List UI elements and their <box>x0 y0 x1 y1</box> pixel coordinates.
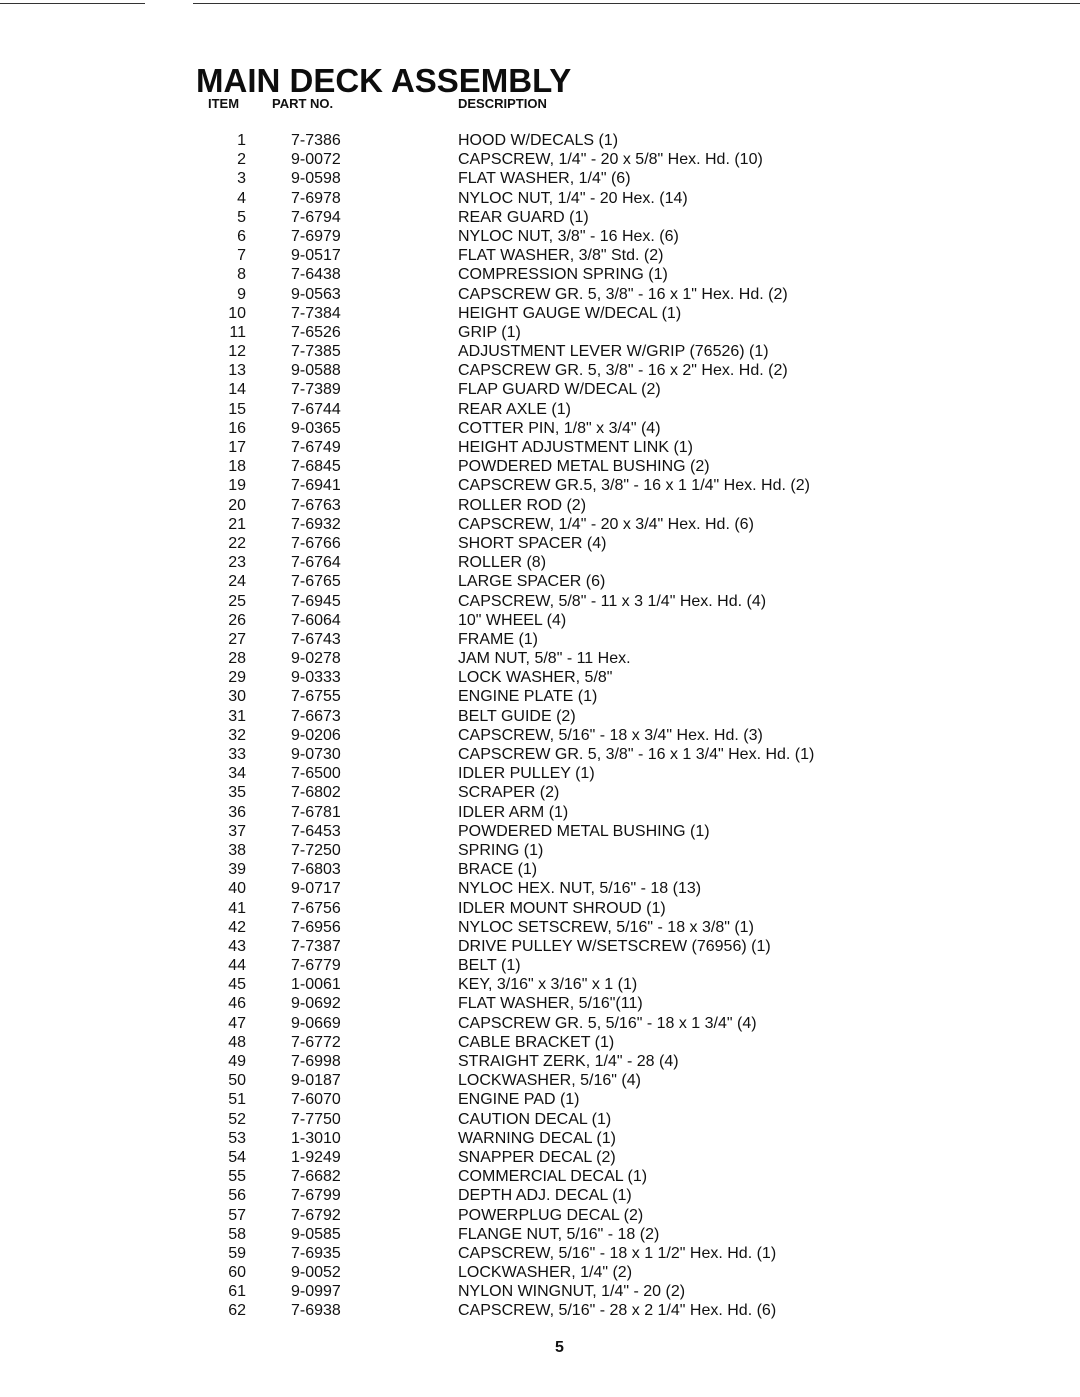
part-number: 7-6845 <box>291 458 341 476</box>
item-number: 39 <box>228 861 246 879</box>
part-number: 7-6978 <box>291 189 341 207</box>
part-number: 9-0072 <box>291 151 341 169</box>
part-number: 7-7384 <box>291 304 341 322</box>
part-description: WARNING DECAL (1) <box>458 1129 616 1147</box>
part-number: 7-6453 <box>291 822 341 840</box>
part-number: 9-0598 <box>291 170 341 188</box>
item-number: 7 <box>237 247 246 265</box>
part-description: ENGINE PLATE (1) <box>458 688 598 706</box>
part-number: 9-0730 <box>291 746 341 763</box>
item-number: 55 <box>228 1168 246 1186</box>
part-description: FLAT WASHER, 5/16"(11) <box>458 995 643 1013</box>
item-number: 47 <box>228 1014 246 1032</box>
part-number: 7-6781 <box>291 803 341 821</box>
part-number: 7-7389 <box>291 381 341 399</box>
table-row <box>0 937 1080 956</box>
item-number: 57 <box>228 1206 246 1224</box>
part-description: NYLOC NUT, 3/8" - 16 Hex. (6) <box>458 227 679 245</box>
part-number: 7-7386 <box>291 132 341 149</box>
part-description: FRAME (1) <box>458 630 538 648</box>
item-number: 38 <box>228 841 246 859</box>
part-description: FLAT WASHER, 3/8" Std. (2) <box>458 247 664 265</box>
top-rule-left <box>0 3 145 4</box>
part-number: 7-6749 <box>291 439 341 456</box>
part-description: NYLON WINGNUT, 1/4" - 20 (2) <box>458 1283 686 1301</box>
part-description: POWDERED METAL BUSHING (1) <box>458 822 710 840</box>
part-description: BRACE (1) <box>458 861 538 879</box>
table-row <box>0 726 1080 745</box>
table-row <box>0 419 1080 438</box>
part-number: 7-6743 <box>291 630 341 648</box>
part-number: 9-0365 <box>291 419 341 437</box>
part-description: SPRING (1) <box>458 841 544 859</box>
item-number: 36 <box>228 803 246 821</box>
part-description: COMMERCIAL DECAL (1) <box>458 1168 648 1186</box>
table-row <box>0 342 1080 361</box>
part-number: 7-6779 <box>291 957 341 975</box>
item-number: 31 <box>228 707 246 725</box>
table-row <box>0 803 1080 822</box>
table-row <box>0 956 1080 975</box>
part-description: SNAPPER DECAL (2) <box>458 1148 616 1166</box>
table-row <box>0 764 1080 783</box>
item-number: 37 <box>228 822 246 840</box>
table-row <box>0 496 1080 515</box>
table-row <box>0 1052 1080 1071</box>
item-number: 19 <box>228 477 246 495</box>
table-row <box>0 457 1080 476</box>
item-number: 25 <box>228 592 246 610</box>
part-description: LOCKWASHER, 1/4" (2) <box>458 1264 633 1282</box>
item-number: 46 <box>228 995 246 1013</box>
part-description: FLAT WASHER, 1/4" (6) <box>458 170 631 188</box>
part-number: 9-0997 <box>291 1283 341 1301</box>
table-row <box>0 572 1080 591</box>
part-description: IDLER ARM (1) <box>458 803 569 821</box>
table-row <box>0 687 1080 706</box>
item-number: 29 <box>228 669 246 687</box>
item-number: 56 <box>228 1187 246 1205</box>
item-number: 60 <box>228 1264 246 1282</box>
part-number: 9-0692 <box>291 995 341 1013</box>
part-description: NYLOC NUT, 1/4" - 20 Hex. (14) <box>458 189 688 207</box>
table-row <box>0 323 1080 342</box>
table-row <box>0 649 1080 668</box>
part-description: CAPSCREW, 1/4" - 20 x 5/8" Hex. Hd. (10) <box>458 151 763 169</box>
table-row <box>0 1090 1080 1109</box>
item-number: 9 <box>237 285 246 303</box>
part-number: 9-0333 <box>291 669 341 687</box>
part-number: 9-0278 <box>291 650 341 668</box>
part-description: CAPSCREW, 5/16" - 28 x 2 1/4" Hex. Hd. (6) <box>458 1302 777 1320</box>
item-number: 11 <box>229 323 246 341</box>
part-description: SHORT SPACER (4) <box>458 534 607 552</box>
item-number: 59 <box>228 1244 246 1262</box>
part-number: 9-0517 <box>291 247 341 265</box>
item-number: 23 <box>228 554 246 572</box>
part-description: NYLOC HEX. NUT, 5/16" - 18 (13) <box>458 880 702 898</box>
item-number: 22 <box>228 534 246 552</box>
table-row <box>0 380 1080 399</box>
part-description: IDLER MOUNT SHROUD (1) <box>458 899 666 917</box>
table-row <box>0 592 1080 611</box>
part-description: LARGE SPACER (6) <box>458 573 606 591</box>
part-number: 7-6802 <box>291 784 341 802</box>
part-number: 1-0061 <box>291 976 341 994</box>
item-number: 43 <box>228 937 246 955</box>
part-number: 7-6998 <box>291 1053 341 1070</box>
table-row <box>0 1071 1080 1090</box>
part-description: REAR GUARD (1) <box>458 208 589 226</box>
table-row <box>0 630 1080 649</box>
item-number: 14 <box>228 381 246 399</box>
page-title: MAIN DECK ASSEMBLY <box>196 62 572 100</box>
item-number: 10 <box>228 304 246 322</box>
table-row <box>0 783 1080 802</box>
item-number: 61 <box>228 1283 246 1301</box>
part-number: 7-6682 <box>291 1168 341 1186</box>
parts-list <box>0 131 1080 1321</box>
item-number: 35 <box>228 784 246 802</box>
part-description: BELT GUIDE (2) <box>458 707 576 725</box>
part-number: 7-6956 <box>291 918 341 936</box>
table-row <box>0 611 1080 630</box>
table-row <box>0 1167 1080 1186</box>
part-number: 7-6763 <box>291 496 341 514</box>
table-row <box>0 1110 1080 1129</box>
part-description: ROLLER ROD (2) <box>458 496 587 514</box>
item-number: 50 <box>228 1072 246 1090</box>
part-description: CABLE BRACKET (1) <box>458 1033 615 1051</box>
part-description: BELT (1) <box>458 957 521 975</box>
item-number: 17 <box>228 439 246 456</box>
part-description: LOCKWASHER, 5/16" (4) <box>458 1072 641 1090</box>
table-row <box>0 361 1080 380</box>
part-description: HOOD W/DECALS (1) <box>458 132 619 149</box>
part-description: CAPSCREW, 5/8" - 11 x 3 1/4" Hex. Hd. (4) <box>458 592 767 610</box>
part-description: FLAP GUARD W/DECAL (2) <box>458 381 661 399</box>
part-description: IDLER PULLEY (1) <box>458 765 595 783</box>
part-description: CAUTION DECAL (1) <box>458 1110 612 1128</box>
item-number: 18 <box>228 458 246 476</box>
item-number: 54 <box>228 1148 246 1166</box>
item-number: 5 <box>237 208 246 226</box>
item-number: 42 <box>228 918 246 936</box>
part-description: CAPSCREW GR. 5, 3/8" - 16 x 1 3/4" Hex. Hd. (1) <box>458 746 815 763</box>
part-description: ENGINE PAD (1) <box>458 1091 580 1109</box>
table-row <box>0 515 1080 534</box>
part-description: HEIGHT ADJUSTMENT LINK (1) <box>458 439 693 456</box>
table-row <box>0 668 1080 687</box>
part-number: 7-6764 <box>291 554 341 572</box>
column-header-description: DESCRIPTION <box>458 96 547 111</box>
item-number: 51 <box>228 1091 246 1109</box>
item-number: 44 <box>228 957 246 975</box>
item-number: 24 <box>228 573 246 591</box>
part-number: 7-7385 <box>291 343 341 361</box>
page-number: 5 <box>555 1339 564 1356</box>
part-number: 7-6765 <box>291 573 341 591</box>
part-description: DEPTH ADJ. DECAL (1) <box>458 1187 632 1205</box>
part-number: 7-6979 <box>291 227 341 245</box>
table-row <box>0 841 1080 860</box>
item-number: 62 <box>228 1302 246 1320</box>
part-number: 7-6526 <box>291 323 341 341</box>
table-row <box>0 860 1080 879</box>
part-description: FLANGE NUT, 5/16" - 18 (2) <box>458 1225 660 1243</box>
item-number: 1 <box>237 132 246 149</box>
part-number: 9-0585 <box>291 1225 341 1243</box>
item-number: 40 <box>228 880 246 898</box>
part-number: 7-6941 <box>291 477 341 495</box>
table-row <box>0 400 1080 419</box>
column-header-part-no: PART NO. <box>272 96 334 111</box>
part-number: 7-6064 <box>291 611 341 629</box>
part-number: 7-6794 <box>291 208 341 226</box>
item-number: 2 <box>237 151 246 169</box>
item-number: 4 <box>237 189 246 207</box>
table-row <box>0 150 1080 169</box>
part-number: 7-6755 <box>291 688 341 706</box>
item-number: 52 <box>228 1110 246 1128</box>
table-row <box>0 553 1080 572</box>
item-number: 21 <box>228 515 246 533</box>
table-row <box>0 169 1080 188</box>
part-description: NYLOC SETSCREW, 5/16" - 18 x 3/8" (1) <box>458 918 754 936</box>
part-number: 7-6945 <box>291 592 341 610</box>
item-number: 26 <box>228 611 246 629</box>
part-number: 7-6756 <box>291 899 341 917</box>
part-number: 7-6799 <box>291 1187 341 1205</box>
table-row <box>0 189 1080 208</box>
part-description: CAPSCREW, 1/4" - 20 x 3/4" Hex. Hd. (6) <box>458 515 754 533</box>
item-number: 34 <box>228 765 246 783</box>
part-description: STRAIGHT ZERK, 1/4" - 28 (4) <box>458 1053 679 1070</box>
item-number: 32 <box>228 726 246 744</box>
table-row <box>0 265 1080 284</box>
table-row <box>0 438 1080 457</box>
table-row <box>0 1282 1080 1301</box>
table-row <box>0 975 1080 994</box>
part-description: CAPSCREW GR.5, 3/8" - 16 x 1 1/4" Hex. Hd. (2) <box>458 477 810 495</box>
part-number: 7-6744 <box>291 400 341 418</box>
column-header-item: ITEM <box>208 96 240 111</box>
part-number: 7-7250 <box>291 841 341 859</box>
part-description: CAPSCREW, 5/16" - 18 x 3/4" Hex. Hd. (3) <box>458 726 763 744</box>
item-number: 33 <box>228 746 246 763</box>
part-description: LOCK WASHER, 5/8" <box>458 669 613 687</box>
item-number: 16 <box>228 419 246 437</box>
table-row <box>0 246 1080 265</box>
part-number: 9-0669 <box>291 1014 341 1032</box>
part-number: 7-6792 <box>291 1206 341 1224</box>
item-number: 15 <box>228 400 246 418</box>
part-number: 7-7387 <box>291 937 341 955</box>
part-description: CAPSCREW GR. 5, 5/16" - 18 x 1 3/4" (4) <box>458 1014 757 1032</box>
part-number: 7-6935 <box>291 1244 341 1262</box>
part-number: 7-6938 <box>291 1302 341 1320</box>
part-number: 9-0187 <box>291 1072 341 1090</box>
part-number: 7-6932 <box>291 515 341 533</box>
table-row <box>0 227 1080 246</box>
item-number: 53 <box>228 1129 246 1147</box>
table-row <box>0 1014 1080 1033</box>
item-number: 13 <box>228 362 246 380</box>
item-number: 8 <box>237 266 246 284</box>
item-number: 20 <box>228 496 246 514</box>
table-row <box>0 1148 1080 1167</box>
part-description: DRIVE PULLEY W/SETSCREW (76956) (1) <box>458 937 771 955</box>
part-number: 9-0052 <box>291 1264 341 1282</box>
item-number: 45 <box>228 976 246 994</box>
table-row <box>0 899 1080 918</box>
table-row <box>0 1301 1080 1320</box>
item-number: 27 <box>228 630 246 648</box>
part-description: ROLLER (8) <box>458 554 547 572</box>
part-description: ADJUSTMENT LEVER W/GRIP (76526) (1) <box>458 343 769 361</box>
part-number: 7-6772 <box>291 1033 341 1051</box>
part-number: 9-0563 <box>291 285 341 303</box>
table-row <box>0 1244 1080 1263</box>
item-number: 28 <box>228 650 246 668</box>
table-row <box>0 1206 1080 1225</box>
part-description: KEY, 3/16" x 3/16" x 1 (1) <box>458 976 638 994</box>
table-row <box>0 304 1080 323</box>
part-description: CAPSCREW GR. 5, 3/8" - 16 x 1" Hex. Hd. (2) <box>458 285 788 303</box>
part-description: 10" WHEEL (4) <box>458 611 567 629</box>
part-number: 7-6500 <box>291 765 341 783</box>
table-row <box>0 476 1080 495</box>
part-number: 9-0206 <box>291 726 341 744</box>
table-row <box>0 1263 1080 1282</box>
part-description: COMPRESSION SPRING (1) <box>458 266 668 284</box>
item-number: 49 <box>228 1053 246 1070</box>
table-row <box>0 994 1080 1013</box>
item-number: 6 <box>237 227 246 245</box>
item-number: 48 <box>228 1033 246 1051</box>
table-row <box>0 745 1080 764</box>
part-number: 7-7750 <box>291 1110 341 1128</box>
item-number: 41 <box>228 899 246 917</box>
part-number: 7-6803 <box>291 861 341 879</box>
table-row <box>0 1129 1080 1148</box>
part-number: 9-0717 <box>291 880 341 898</box>
part-number: 1-3010 <box>291 1129 341 1147</box>
part-description: CAPSCREW GR. 5, 3/8" - 16 x 2" Hex. Hd. (2) <box>458 362 788 380</box>
part-number: 7-6766 <box>291 534 341 552</box>
part-description: HEIGHT GAUGE W/DECAL (1) <box>458 304 682 322</box>
part-number: 7-6070 <box>291 1091 341 1109</box>
table-row <box>0 1186 1080 1205</box>
table-row <box>0 1225 1080 1244</box>
table-row <box>0 1033 1080 1052</box>
part-description: REAR AXLE (1) <box>458 400 571 418</box>
part-description: CAPSCREW, 5/16" - 18 x 1 1/2" Hex. Hd. (1) <box>458 1244 777 1262</box>
part-description: GRIP (1) <box>458 323 521 341</box>
table-row <box>0 131 1080 150</box>
part-description: SCRAPER (2) <box>458 784 560 802</box>
part-number: 9-0588 <box>291 362 341 380</box>
part-description: POWDERED METAL BUSHING (2) <box>458 458 710 476</box>
table-row <box>0 822 1080 841</box>
item-number: 30 <box>228 688 246 706</box>
item-number: 3 <box>237 170 246 188</box>
table-row <box>0 918 1080 937</box>
item-number: 58 <box>228 1225 246 1243</box>
part-description: COTTER PIN, 1/8" x 3/4" (4) <box>458 419 661 437</box>
table-row <box>0 534 1080 553</box>
part-number: 7-6673 <box>291 707 341 725</box>
part-description: JAM NUT, 5/8" - 11 Hex. <box>458 650 631 668</box>
table-row <box>0 707 1080 726</box>
part-description: POWERPLUG DECAL (2) <box>458 1206 644 1224</box>
item-number: 12 <box>228 343 246 361</box>
table-row <box>0 285 1080 304</box>
table-row <box>0 208 1080 227</box>
table-row <box>0 879 1080 898</box>
part-number: 7-6438 <box>291 266 341 284</box>
top-rule-right <box>193 3 1080 4</box>
part-number: 1-9249 <box>291 1148 341 1166</box>
